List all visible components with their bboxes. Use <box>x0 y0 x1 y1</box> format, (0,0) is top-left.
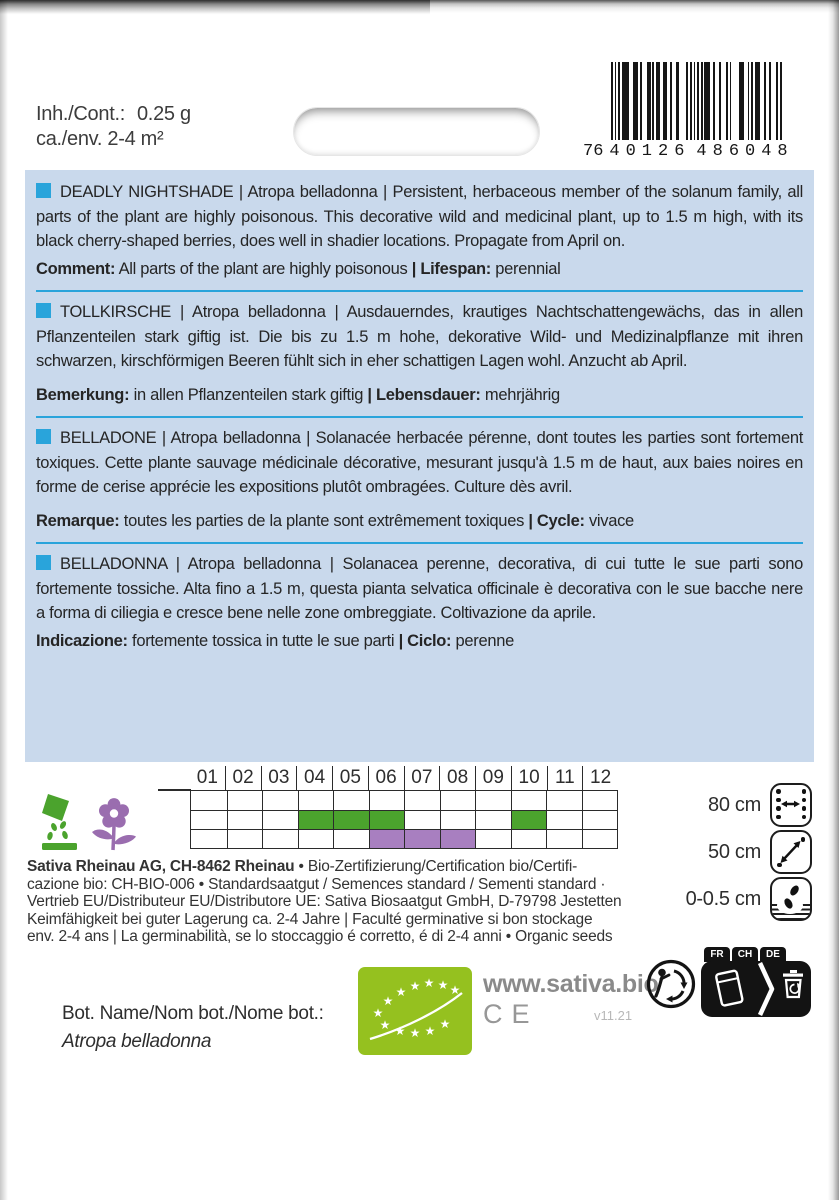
producer-name: Sativa Rheinau AG, CH-8462 Rheinau <box>27 858 295 875</box>
description-fr <box>36 416 803 542</box>
producer-line: Keimfähigkeit bei guter Lagerung ca. 2-4 Jahre | Faculté germinative si bon stockage <box>27 910 593 928</box>
producer-line: Vertrieb EU/Distributeur EU/Distributore UE: Sativa Biosaatgut GmbH, D-79798 Jestetten <box>27 893 622 911</box>
calendar-cell-sowing <box>227 810 263 829</box>
description-en-note <box>36 257 803 282</box>
note-label: Remarque: <box>36 511 120 530</box>
calendar-month-label: 09 <box>475 766 511 790</box>
cycle-label: | Lebensdauer: <box>367 385 481 404</box>
svg-text:★: ★ <box>409 979 421 993</box>
row-spacing-label: 80 cm <box>708 793 761 816</box>
website-url: www.sativa.bio <box>483 970 659 998</box>
calendar-month-label: 08 <box>439 766 475 790</box>
plant-spacing-label: 50 cm <box>708 840 761 863</box>
calendar-month-label: 03 <box>261 766 297 790</box>
calendar-cell-flowering <box>333 829 369 848</box>
row-spacing-row <box>600 782 812 828</box>
cycle-text: perennial <box>495 259 561 278</box>
calendar-cell-sowing <box>440 810 476 829</box>
calendar-month-label: 05 <box>332 766 368 790</box>
calendar-cell-sowing <box>191 810 227 829</box>
calendar-month-header <box>190 766 618 790</box>
svg-text:★: ★ <box>437 978 449 992</box>
packet-top-left-shadow <box>0 0 430 18</box>
description-it-text: Solanacea perenne, decorativa, di cui tutte le sue parti sono fortemente tossiche. Alta fino a 1.5 m, questa pianta selvatica officinale è decorativa con le sue bacche nere a forma di ciliegia e cresce bene nelle zone ombreggiate. Coltivazione da aprile. <box>36 555 803 622</box>
row-spacing-icon <box>770 783 812 827</box>
description-it <box>36 542 803 662</box>
tab-de: DE <box>760 947 786 962</box>
description-en-text: Persistent, herbaceous member of the solanum family, all parts of the plant are highly poisonous. This decorative wild and medicinal plant, up to 1.5 m high, with its black cherry-shaped berries, does well in shadier locations. Propagate from April on. <box>36 183 803 250</box>
svg-text:★: ★ <box>424 1024 436 1038</box>
description-de-body <box>36 300 803 374</box>
description-fr-note <box>36 509 803 534</box>
blue-square-icon <box>36 429 51 444</box>
calendar-month-label: 04 <box>296 766 332 790</box>
svg-text:★: ★ <box>379 1018 391 1032</box>
packaging-recycling-badge <box>701 947 811 1017</box>
barcode <box>583 62 794 161</box>
description-it-note <box>36 629 803 654</box>
calendar-legend-icons <box>42 793 142 853</box>
cycle-label: | Lifespan: <box>411 259 491 278</box>
note-label: Bemerkung: <box>36 385 130 404</box>
calendar-month-label: 12 <box>582 766 618 790</box>
packet-right-edge <box>828 0 839 1200</box>
producer-line: cazione bio: CH-BIO-006 • Standardsaatgut / Semences standard / Sementi standard · <box>27 875 606 893</box>
svg-text:★: ★ <box>439 1017 451 1031</box>
cycle-text: perenne <box>455 631 514 650</box>
svg-text:★: ★ <box>423 976 435 990</box>
calendar-cell-row-blank <box>511 791 547 810</box>
svg-text:★: ★ <box>382 994 394 1008</box>
description-it-body <box>36 552 803 626</box>
calendar-month-label: 07 <box>404 766 440 790</box>
flower-icon <box>90 797 138 851</box>
cycle-text: mehrjährig <box>484 385 560 404</box>
calendar-cell-row-blank <box>262 791 298 810</box>
note-label: Indicazione: <box>36 631 128 650</box>
calendar-cell-row-blank <box>333 791 369 810</box>
sowing-depth-icon <box>770 877 812 921</box>
calendar-month-label: 11 <box>547 766 583 790</box>
svg-text:★: ★ <box>409 1026 421 1040</box>
description-en <box>36 172 803 290</box>
calendar-cell-row-blank <box>191 791 227 810</box>
blue-square-icon <box>36 555 51 570</box>
calendar-cell-sowing <box>404 810 440 829</box>
calendar-month-label: 06 <box>368 766 404 790</box>
hang-hole <box>293 107 540 156</box>
blue-square-icon <box>36 183 51 198</box>
packet-to-bin-icon <box>701 961 811 1017</box>
sowing-icon <box>42 793 77 851</box>
packet-left-edge <box>0 0 8 1200</box>
calendar-cell-flowering <box>262 829 298 848</box>
version-label: v11.21 <box>594 1008 633 1023</box>
seed <box>788 884 800 897</box>
description-en-title: DEADLY NIGHTSHADE | Atropa belladonna | <box>60 183 387 201</box>
description-it-title: BELLADONNA | Atropa belladonna | <box>60 555 334 573</box>
description-de-title: TOLLKIRSCHE | Atropa belladonna | <box>60 303 339 321</box>
calendar-month-label: 02 <box>225 766 261 790</box>
calendar-grid <box>190 790 618 849</box>
description-fr-title: BELLADONE | Atropa belladonna | <box>60 429 311 447</box>
plant-spacing-icon <box>770 830 812 874</box>
blue-square-icon <box>36 303 51 318</box>
barcode-bar <box>780 62 782 140</box>
svg-text:★: ★ <box>372 1006 384 1020</box>
barcode-gap <box>679 62 686 140</box>
horizontal-arrow-icon <box>772 785 809 824</box>
contents-label: Inh./Cont.: <box>36 103 125 125</box>
note-text: All parts of the plant are highly poisonous <box>118 259 408 278</box>
cycle-label: | Cycle: <box>528 511 585 530</box>
calendar-month-label: 01 <box>196 767 218 788</box>
barcode-bars <box>611 62 783 140</box>
calendar-cell-row-blank <box>475 791 511 810</box>
svg-text:★: ★ <box>394 1024 406 1038</box>
botanical-name-value: Atropa belladonna <box>62 1031 212 1052</box>
description-fr-text: Solanacée herbacée pérenne, dont toutes les parties sont fortement toxiques. Cette plante sauvage médicinale décorative, mesurant jusqu'à 1.5 m de haut, aux baies noires en forme de cerise apprécie les expositions plutôt ombragées. Culture dès avril. <box>36 429 803 496</box>
note-text: toutes les parties de la plante sont extrêmement toxiques <box>123 511 525 530</box>
sowing-depth-label: 0-0.5 cm <box>685 887 761 910</box>
cycle-label: | Ciclo: <box>398 631 452 650</box>
barcode-group2: 486048 <box>696 142 794 161</box>
ce-mark: CE <box>483 999 539 1029</box>
calendar-cell-flowering <box>511 829 547 848</box>
calendar-cell-sowing <box>262 810 298 829</box>
calendar-cell-flowering <box>546 829 582 848</box>
barcode-digits <box>583 142 793 161</box>
contents-block <box>36 102 191 152</box>
calendar-cell-sowing <box>298 810 334 829</box>
calendar-header-underline <box>158 789 191 791</box>
barcode-gap <box>731 62 738 140</box>
description-de-note <box>36 383 803 408</box>
svg-text:★: ★ <box>449 983 461 997</box>
calendar-cell-row-blank <box>298 791 334 810</box>
calendar-cell-flowering <box>440 829 476 848</box>
description-de <box>36 290 803 416</box>
barcode-prefix: 7 <box>583 142 594 161</box>
calendar-cell-flowering <box>369 829 405 848</box>
calendar-cell-sowing <box>369 810 405 829</box>
calendar-cell-sowing <box>333 810 369 829</box>
botanical-name-label: Bot. Name/Nom bot./Nome bot.: <box>62 1003 324 1024</box>
barcode-bar <box>622 62 629 140</box>
contents-line <box>36 102 191 127</box>
calendar-month-label: 10 <box>511 766 547 790</box>
description-panel <box>25 170 814 762</box>
calendar-cell-row-blank <box>404 791 440 810</box>
tab-ch: CH <box>732 947 758 962</box>
cycle-text: vivace <box>588 511 634 530</box>
contents-value: 0.25 g <box>136 103 191 125</box>
calendar-cell-flowering <box>475 829 511 848</box>
eu-organic-logo <box>358 967 472 1055</box>
calendar-cell-flowering <box>404 829 440 848</box>
barcode-group1: 640126 <box>593 142 691 161</box>
diagonal-arrow-icon <box>772 832 809 871</box>
svg-text:★: ★ <box>395 985 407 999</box>
note-label: Comment: <box>36 259 116 278</box>
calendar-cell-flowering <box>191 829 227 848</box>
calendar-cell-sowing <box>546 810 582 829</box>
triman-recycling-icon <box>645 958 697 1010</box>
calendar-cell-sowing <box>475 810 511 829</box>
calendar-cell-row-blank <box>369 791 405 810</box>
calendar-cell-flowering <box>298 829 334 848</box>
producer-line: env. 2-4 ans | La germinabilità, se lo stoccaggio é corretto, é di 2-4 anni • Organic seeds <box>27 928 613 946</box>
calendar-cell-row-blank <box>546 791 582 810</box>
calendar-cell-flowering <box>227 829 263 848</box>
producer-line <box>27 858 647 876</box>
note-text: fortemente tossica in tutte le sue parti <box>132 631 395 650</box>
tab-fr: FR <box>704 947 730 962</box>
description-en-body <box>36 180 803 254</box>
botanical-name-block <box>62 1003 324 1053</box>
producer-block <box>27 858 647 946</box>
calendar-cell-row-blank <box>440 791 476 810</box>
calendar-cell-sowing <box>511 810 547 829</box>
calendar-cell-row-blank <box>227 791 263 810</box>
producer-line1-rest: • Bio-Zertifizierung/Certification bio/Certifi- <box>294 858 578 875</box>
description-de-text: Ausdauerndes, krautiges Nachtschattengewächs, das in allen Pflanzenteilen stark giftig ist. Die bis zu 1.5 m hohe, dekorative Wild- und Medizinalpflanze mit ihren schwarzen, kirschförmigen Beeren fühlt sich in eher schattigen Lagen wohl. Anzucht ab April. <box>36 303 803 370</box>
note-text: in allen Pflanzenteilen stark giftig <box>133 385 364 404</box>
description-fr-body <box>36 426 803 500</box>
country-tabs <box>704 947 786 962</box>
coverage-line: ca./env. 2-4 m² <box>36 128 164 150</box>
